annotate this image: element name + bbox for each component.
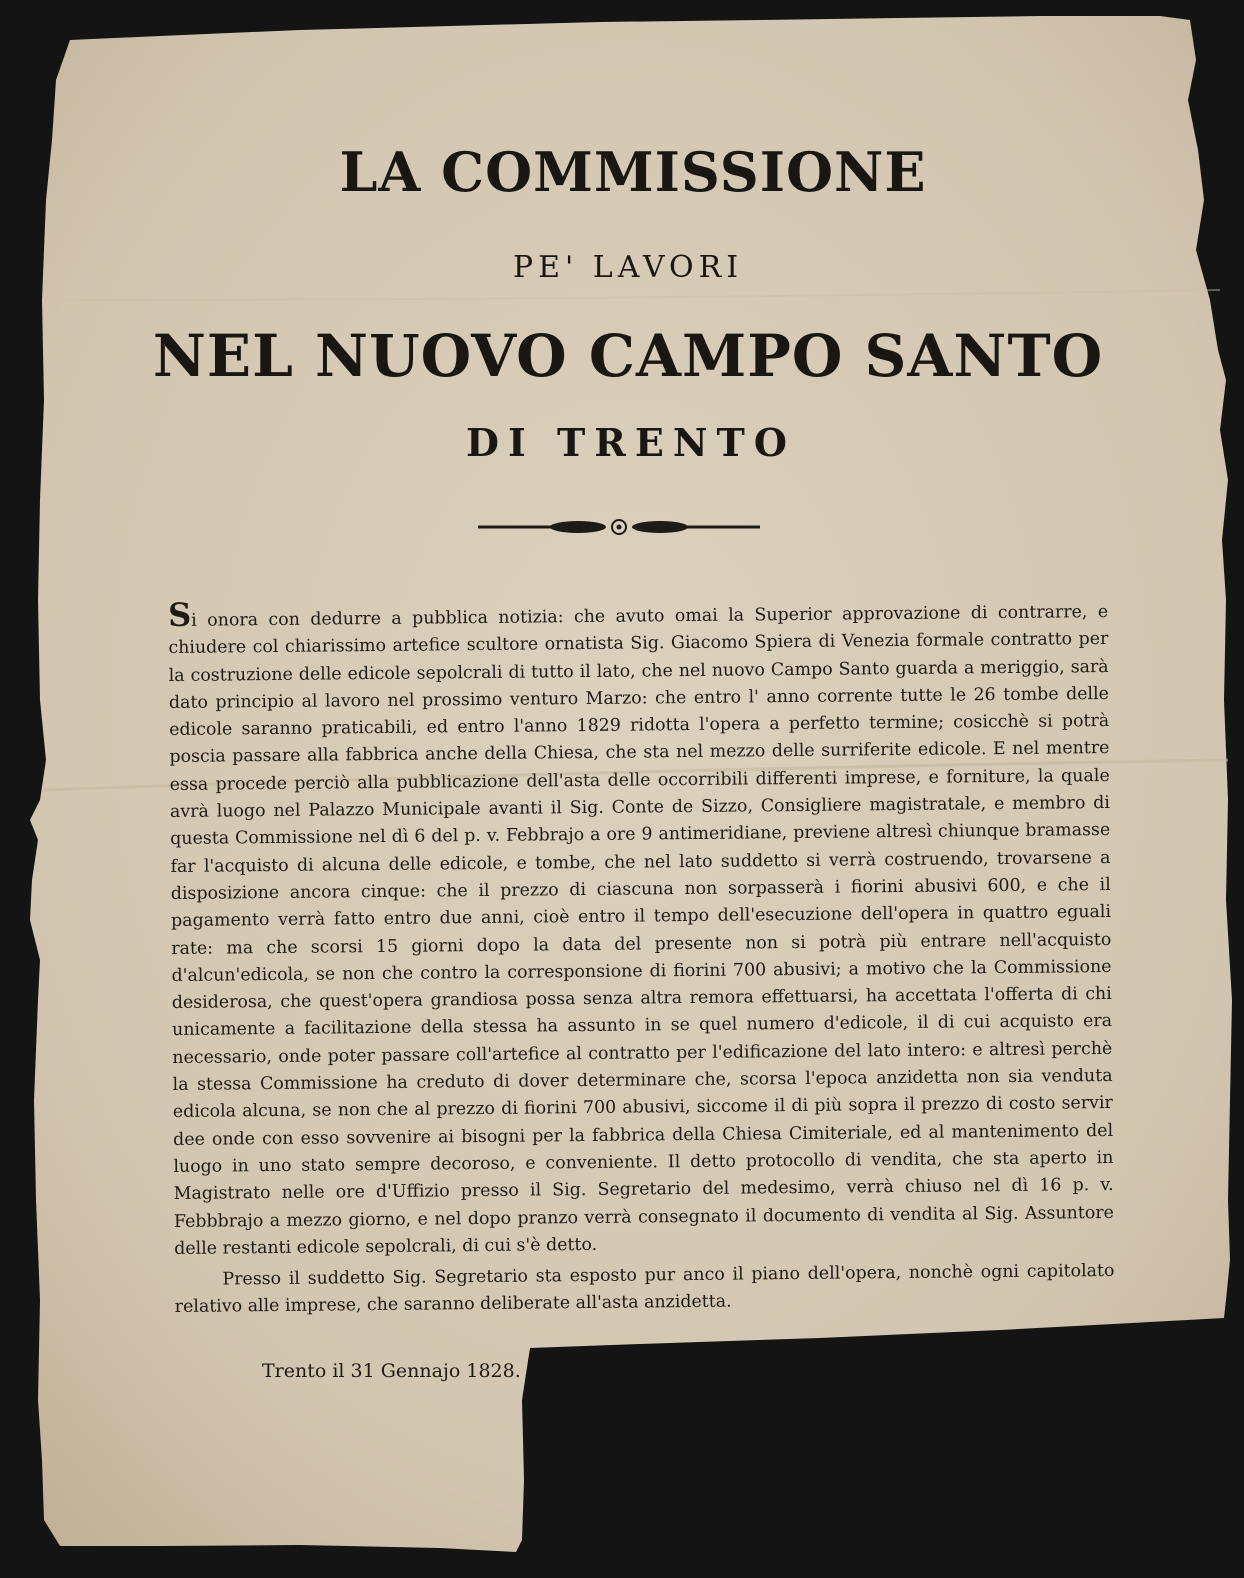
notice-paragraph: Presso il suddetto Sig. Segretario sta esposto pur anco il piano dell'opera, nonchè ogni capitolato relativo alle imprese, che saranno deliberate all'asta anzidetta. bbox=[174, 1261, 1115, 1318]
notice-paragraph bbox=[168, 596, 1114, 1263]
decorative-rule-icon bbox=[478, 516, 760, 538]
drop-cap: S bbox=[167, 595, 192, 634]
paragraph-text: i onora con dedurre a pubblica notizia: che avuto omai la Superior approvazione di contrarre, e chiudere col chiarissimo artefice scultore ornatista Sig. Giacomo Spiera di Venezia formale contratto per la costruzione delle edicole sepolcrali di tutto il lato, che nel nuovo Campo Santo guarda a meriggio, sarà dato principio al lavoro nel prossimo venturo Marzo: che entro l' anno corrente tutte le 26 tombe delle edicole saranno praticabili, ed entro l'anno 1829 ridotta l'opera a perfetto termine; cosicchè si potrà poscia passare alla fabbrica anche della Chiesa, che sta nel mezzo delle surriferite edicole. E nel mentre essa procede perciò alla pubblicazione dell'asta delle occorribili differenti imprese, e forniture, la quale avrà luogo nel Palazzo Municipale avanti il Sig. Conte de Sizzo, Consigliere magistratale, e membro di questa Commissione nel dì 6 del p. v. Febbrajo a ore 9 antimeridiane, previene altresì chiunque bramasse far l'acquisto di alcuna delle edicole, e tombe, che nel lato suddetto si verrà costruendo, trovarsene a disposizione ancora cinque: che il prezzo di ciascuna non sorpasserà i fiorini abusivi 600, e che il pagamento verrà fatto entro due anni, cioè entro il tempo dell'esecuzione dell'opera in quattro eguali rate: ma che scorsi 15 giorni dopo la data del presente non si potrà più entrare nell'acquisto d'alcun'edicola, se non che contro la corresponsione di fiorini 700 abusivi; a motivo che la Commissione desiderosa, che quest'opera grandiosa possa senza altra remora effettuarsi, ha accettata l'offerta di chi unicamente a facilitazione della stessa ha assunto in se quel numero d'edicole, il di cui acquisto era necessario, onde poter passare coll'artefice al contratto per l'edificazione del lato intero: e altresì perchè la stessa Commissione ha creduto di dover determinare che, scorsa l'epoca anzidetta non sia venduta edicola alcuna, se non che al prezzo di fiorini 700 abusivi, siccome il di più sopra il prezzo di costo servir dee onde con esso sovvenire ai bisogni per la fabbrica della Chiesa Cimiteriale, ed al mantenimento del luogo in uno stato sempre decoroso, e conveniente. Il detto protocollo di vendita, che sta aperto in Magistrato nelle ore d'Uffizio presso il Sig. Segretario del medesimo, verrà chiuso nel dì 16 p. v. Febbbrajo a mezzo giorno, e nel dopo pranzo verrà consegnato il documento di vendita al Sig. Assuntore delle restanti edicole sepolcrali, di cui s'è detto. bbox=[168, 601, 1114, 1259]
heading-works: PE' LAVORI bbox=[512, 250, 744, 285]
heading-city: DI TRENTO bbox=[466, 420, 796, 465]
notice-body bbox=[168, 596, 1115, 1322]
date-line: Trento il 31 Gennajo 1828. bbox=[262, 1360, 521, 1382]
heading-cemetery: NEL NUOVO CAMPO SANTO bbox=[152, 322, 1104, 390]
heading-commission: LA COMMISSIONE bbox=[339, 140, 927, 204]
